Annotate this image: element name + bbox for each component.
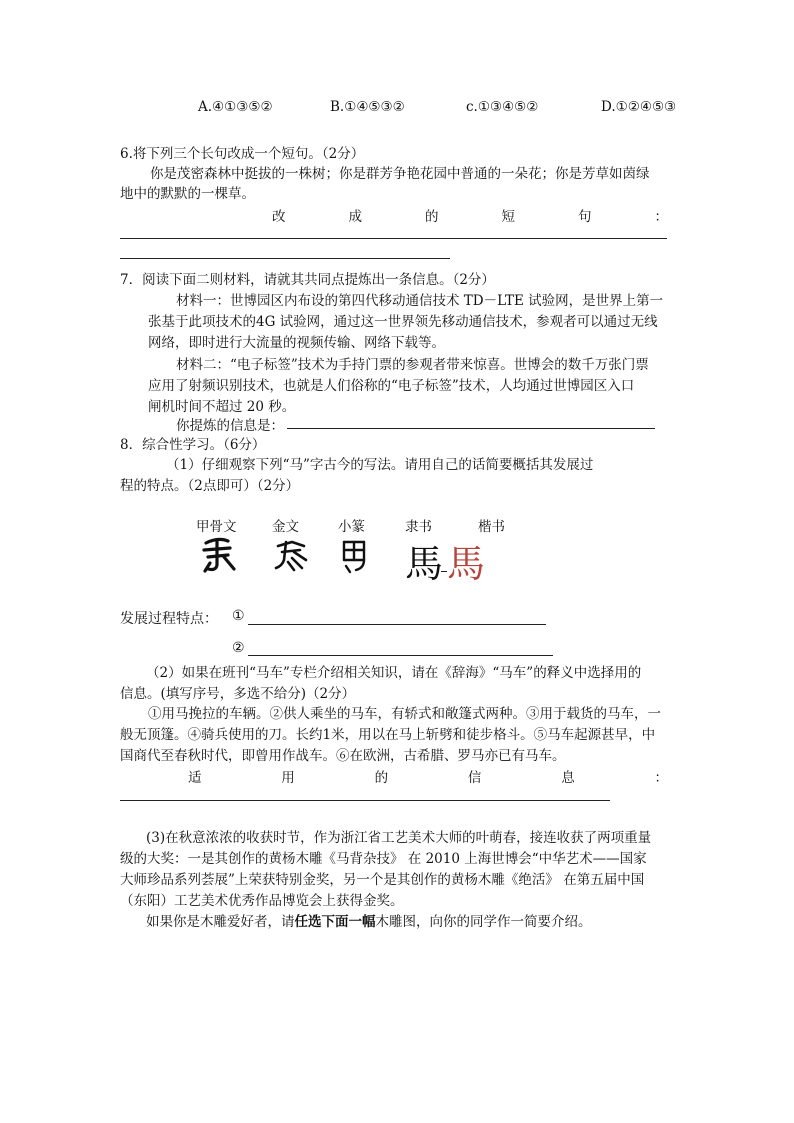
q7-material1-line2: 张基于此项技术的4G 试验网，通过这一世界领先移动通信技术，参观者可以通过无线 (148, 314, 658, 330)
q8-answer-char: 适 (188, 770, 202, 786)
script-label-regular: 楷书 (478, 519, 505, 535)
q5-option-b: B.①④⑤③② (330, 99, 405, 115)
def-line3: 国商代至春秋时代，即曾用作战车。⑥在欧洲，古希腊、罗马亦已有马车。 (120, 748, 566, 764)
q8-part1-line1: （1）仔细观察下列“马”字古今的写法。请用自己的话简要概括其发展过 (166, 457, 594, 473)
q8-answer-char: 用 (281, 770, 295, 786)
q8-part2-line2: 信息。(填写序号，多选不给分)（2分） (120, 686, 356, 702)
q6-answer-char: 短 (501, 209, 515, 225)
q8-answer-char: 信 (467, 770, 482, 786)
q6-text-line1: 你是茂密森林中挺拔的一株树；你是群芳争艳花园中普通的一朵花；你是芳草如茵绿 (150, 166, 650, 182)
q6-answer-char: 改 (272, 209, 286, 225)
feature-answer-line-2[interactable] (248, 655, 553, 656)
q8-part3-line5-c: 木雕图，向你的同学作一简要介绍。 (375, 914, 592, 930)
q7-answer-line[interactable] (287, 428, 655, 429)
q5-option-a: A.④①③⑤② (198, 99, 273, 115)
script-label-oracle: 甲骨文 (196, 519, 237, 535)
q7-material1-line3: 网络，即时进行大流量的视频传输、网络下载等。 (148, 335, 445, 351)
q8-part3-line5-a: 如果你是木雕爱好者，请 (146, 914, 295, 930)
q7-title: 7．阅读下面二则材料，请就其共同点提炼出一条信息。（2分） (120, 272, 495, 288)
def-line2: 般无顶篷。④骑兵使用的刀。长约1米，用以在马上斩劈和徒步格斗。⑤马车起源甚早，中 (120, 727, 656, 743)
q6-answer-char: ： (654, 209, 668, 225)
q6-answer-label (272, 205, 668, 225)
q8-part3-line5 (146, 910, 592, 930)
script-label-clerical: 隶书 (405, 519, 432, 535)
script-label-seal: 小篆 (338, 519, 365, 535)
q8-part3-line3: 大师珍品系列荟展”上荣获特别金奖，另一个是其创作的黄杨木雕《绝活》 在第五届中国 (120, 872, 645, 888)
q8-title: 8．综合性学习。（6分） (120, 437, 266, 453)
q6-answer-line-1[interactable] (120, 238, 667, 239)
clerical-horse-glyph: 馬 (405, 542, 444, 586)
q8-answer-char: 息 (561, 770, 575, 786)
q6-answer-char: 成 (348, 209, 362, 225)
q5-option-d: D.①②④⑤③ (601, 99, 677, 115)
q6-answer-char: 句 (578, 209, 592, 225)
q7-answer-label: 你提炼的信息是： (176, 418, 284, 434)
q8-part1-line2: 程的特点。（2点即可）（2分） (120, 478, 300, 494)
q7-material1-line1: 材料一：世博园区内布设的第四代移动通信技术 TD－LTE 试验网，是世界上第一 (176, 293, 664, 309)
q8-part2-line1: （2）如果在班刊“马车”专栏介绍相关知识，请在《辞海》“马车”的释义中选择用的 (146, 665, 642, 681)
q6-answer-line-2[interactable] (120, 258, 450, 259)
q8-part2-answer-label (188, 766, 668, 786)
q7-material2-line3: 闸机时间不超过 20 秒。 (148, 399, 296, 415)
q7-material2-line2: 应用了射频识别技术，也就是人们俗称的“电子标签”技术，人均通过世博园区入口 (148, 378, 635, 394)
features-label: 发展过程特点： (120, 611, 218, 627)
q8-answer-char: ： (654, 770, 668, 786)
seal-horse-glyph (338, 538, 370, 574)
regular-horse-glyph: 馬 (447, 542, 486, 586)
feature-answer-line-1[interactable] (248, 624, 546, 625)
def-line1: ①用马挽拉的车辆。②供人乘坐的马车，有轿式和敞篷式两种。③用于载货的马车，一 (148, 706, 661, 722)
q8-answer-char: 的 (374, 770, 389, 786)
q6-text-line2: 地中的默默的一棵草。 (120, 186, 255, 202)
q8-part3-line2: 级的大奖：一是其创作的黄杨木雕《马背杂技》 在 2010 上海世博会“中华艺术——国家 (120, 851, 647, 867)
feature-marker-1: ① (232, 608, 245, 624)
q8-part2-answer-line[interactable] (120, 800, 610, 801)
feature-marker-2: ② (232, 640, 245, 656)
q7-material2-line1: 材料二：“电子标签”技术为手持门票的参观者带来惊喜。世博会的数千万张门票 (176, 357, 649, 373)
q6-title: 6.将下列三个长句改成一个短句。（2分） (120, 146, 365, 162)
q6-answer-char: 的 (425, 209, 439, 225)
oracle-horse-glyph (200, 535, 238, 575)
q8-part3-line1: (3)在秋意浓浓的收获时节，作为浙江省工艺美术大师的叶萌春，接连收获了两项重量 (146, 830, 652, 846)
q8-part3-line4: （东阳）工艺美术优秀作品博览会上获得金奖。 (120, 893, 404, 909)
script-label-bronze: 金文 (272, 519, 299, 535)
q5-options (0, 99, 794, 119)
q8-part3-line5-bold: 任选下面一幅 (294, 914, 376, 930)
bronze-horse-glyph (272, 538, 312, 572)
q5-option-c: c.①③④⑤② (466, 99, 539, 115)
